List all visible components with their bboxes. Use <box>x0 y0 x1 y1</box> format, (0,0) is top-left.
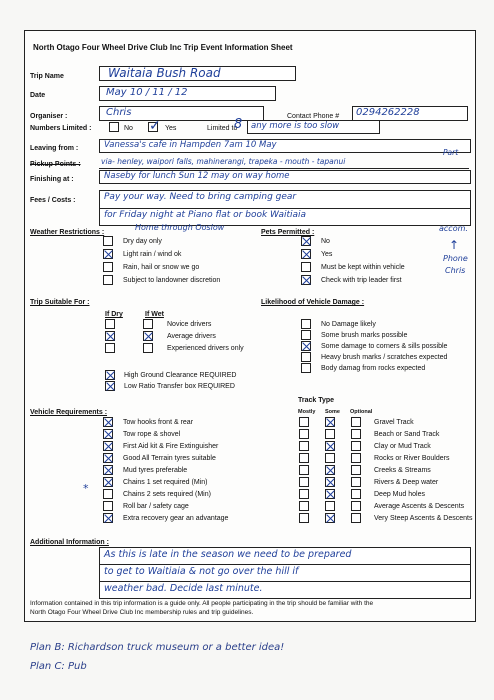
leaving-from-value: Vanessa's cafe in Hampden 7am 10 May <box>104 140 277 150</box>
vehicle-requirement-checkbox[interactable] <box>103 477 113 487</box>
driver-level-checkbox[interactable] <box>143 331 153 341</box>
track-type-checkbox[interactable] <box>325 453 335 463</box>
plan-b-note: Plan B: Richardson truck museum or a better idea! <box>30 642 285 653</box>
pets-permitted-label: Pets Permitted : <box>261 229 315 236</box>
limited-to-label: Limited to <box>207 125 238 132</box>
additional-info-field[interactable] <box>99 547 471 599</box>
vehicle-requirement-label: Mud tyres preferable <box>123 467 188 474</box>
star-mark: * <box>83 482 89 495</box>
phone-note-2: Chris <box>445 266 466 275</box>
vehicle-requirement-label: Roll bar / safety cage <box>123 503 189 510</box>
track-type-checkbox[interactable] <box>325 441 335 451</box>
numbers-no-label: No <box>124 125 133 132</box>
if-wet-header: If Wet <box>145 311 164 318</box>
limited-to-value: 8 <box>234 117 243 132</box>
numbers-yes-label: Yes <box>165 125 177 132</box>
pickup-line <box>99 168 469 169</box>
track-type-checkbox[interactable] <box>299 453 309 463</box>
fees-divider <box>100 208 470 209</box>
driver-level-checkbox[interactable] <box>143 343 153 353</box>
pets-option-label: Check with trip leader first <box>321 277 402 284</box>
track-type-label: Very Steep Ascents & Descents <box>374 515 473 522</box>
footer-line-2: North Otago Four Wheel Drive Club Inc membership rules and trip guidelines. <box>30 609 254 616</box>
clearance-requirement-label: Low Ratio Transfer box REQUIRED <box>124 383 235 390</box>
damage-option-checkbox[interactable] <box>301 352 311 362</box>
track-type-checkbox[interactable] <box>299 465 309 475</box>
weather-option-label: Rain, hail or snow we go <box>123 264 200 271</box>
numbers-limited-label: Numbers Limited : <box>30 125 92 132</box>
additional-divider-1 <box>100 564 470 565</box>
vehicle-requirement-label: Extra recovery gear an advantage <box>123 515 229 522</box>
trip-suitable-label: Trip Suitable For : <box>30 299 90 306</box>
finishing-at-label: Finishing at : <box>30 176 74 183</box>
track-col-some: Some <box>325 409 340 415</box>
track-type-checkbox[interactable] <box>351 465 361 475</box>
vehicle-requirement-checkbox[interactable] <box>103 465 113 475</box>
damage-option-checkbox[interactable] <box>301 330 311 340</box>
vehicle-requirement-checkbox[interactable] <box>103 417 113 427</box>
damage-option-label: Some damage to corners & sills possible <box>321 343 448 350</box>
home-route-note: Home through Ooslow <box>135 223 225 232</box>
track-col-mostly: Mostly <box>298 409 316 415</box>
track-type-checkbox[interactable] <box>325 417 335 427</box>
driver-level-label: Average drivers <box>167 333 216 340</box>
track-type-checkbox[interactable] <box>325 429 335 439</box>
track-type-label: Creeks & Streams <box>374 467 431 474</box>
date-field[interactable] <box>99 86 276 101</box>
track-type-checkbox[interactable] <box>299 429 309 439</box>
pickup-points-label: Pickup Points : <box>30 161 81 168</box>
track-type-label: Rocks or River Boulders <box>374 455 450 462</box>
weather-option-checkbox[interactable] <box>103 262 113 272</box>
track-type-checkbox[interactable] <box>299 477 309 487</box>
vehicle-damage-label: Likelihood of Vehicle Damage : <box>261 299 365 306</box>
track-type-checkbox[interactable] <box>351 501 361 511</box>
track-type-checkbox[interactable] <box>351 429 361 439</box>
finishing-at-value: Naseby for lunch Sun 12 may on way home <box>104 171 290 181</box>
fees-costs-label: Fees / Costs : <box>30 197 76 204</box>
track-type-checkbox[interactable] <box>299 417 309 427</box>
vehicle-requirement-label: Good All Terrain tyres suitable <box>123 455 216 462</box>
track-col-optional: Optional <box>350 409 373 415</box>
contact-phone-field[interactable] <box>352 106 468 121</box>
arrow-up-icon: ↑ <box>449 238 460 252</box>
vehicle-requirement-label: Tow rope & shovel <box>123 431 181 438</box>
trip-sheet-form <box>24 30 476 622</box>
additional-line-1: As this is late in the season we need to be prepared <box>104 549 352 560</box>
organiser-value: Chris <box>106 107 132 118</box>
limited-note-value: any more is too slow <box>251 121 340 131</box>
vehicle-requirement-checkbox[interactable] <box>103 441 113 451</box>
driver-level-checkbox[interactable] <box>105 343 115 353</box>
track-type-label: Beach or Sand Track <box>374 431 440 438</box>
vehicle-requirement-label: First Aid kit & Fire Extinguisher <box>123 443 219 450</box>
vehicle-requirement-checkbox[interactable] <box>103 489 113 499</box>
leaving-from-field[interactable] <box>99 139 471 153</box>
fees-costs-line-2: for Friday night at Piano flat or book Waitiaia <box>104 210 307 220</box>
phone-note-1: Phone <box>443 254 468 263</box>
weather-option-label: Dry day only <box>123 238 162 245</box>
damage-option-checkbox[interactable] <box>301 363 311 373</box>
limited-note-field[interactable] <box>247 120 380 134</box>
vehicle-requirement-checkbox[interactable] <box>103 429 113 439</box>
driver-level-label: Novice drivers <box>167 321 212 328</box>
additional-line-2: to get to Waitiaia & not go over the hill if <box>104 566 299 577</box>
damage-option-checkbox[interactable] <box>301 341 311 351</box>
vehicle-requirement-label: Tow hooks front & rear <box>123 419 194 426</box>
track-type-label: Track Type <box>298 397 335 404</box>
plan-c-note: Plan C: Pub <box>30 661 87 672</box>
damage-option-checkbox[interactable] <box>301 319 311 329</box>
pets-option-label: Yes <box>321 251 333 258</box>
numbers-yes-checkbox[interactable] <box>148 122 158 132</box>
driver-level-checkbox[interactable] <box>105 319 115 329</box>
pets-option-checkbox[interactable] <box>301 262 311 272</box>
track-type-checkbox[interactable] <box>299 489 309 499</box>
pets-option-checkbox[interactable] <box>301 236 311 246</box>
clearance-requirement-label: High Ground Clearance REQUIRED <box>124 372 237 379</box>
track-type-checkbox[interactable] <box>351 417 361 427</box>
contact-phone-label: Contact Phone # <box>287 113 340 120</box>
damage-option-label: Body damag from rocks expected <box>321 365 426 372</box>
finishing-at-field[interactable] <box>99 170 471 184</box>
pickup-points-value[interactable]: via- henley, waipori falls, mahinerangi, trapeka - mouth - tapanui <box>101 157 346 166</box>
track-type-checkbox[interactable] <box>299 501 309 511</box>
organiser-label: Organiser : <box>30 113 68 120</box>
pets-option-label: No <box>321 238 330 245</box>
additional-info-label: Additional Information : <box>30 539 109 546</box>
weather-option-label: Subject to landowner discretion <box>123 277 221 284</box>
date-value: May 10 / 11 / 12 <box>106 87 188 98</box>
date-label: Date <box>30 92 46 99</box>
track-type-checkbox[interactable] <box>299 441 309 451</box>
vehicle-requirement-checkbox[interactable] <box>103 513 113 523</box>
track-type-checkbox[interactable] <box>325 477 335 487</box>
track-type-checkbox[interactable] <box>351 453 361 463</box>
weather-option-label: Light rain / wind ok <box>123 251 182 258</box>
contact-phone-value: 0294262228 <box>356 107 420 118</box>
track-type-label: Clay or Mud Track <box>374 443 431 450</box>
track-type-label: Rivers & Deep water <box>374 479 439 486</box>
fees-costs-line-1: Pay your way. Need to bring camping gear <box>104 192 297 202</box>
pets-option-label: Must be kept within vehicle <box>321 264 405 271</box>
vehicle-requirement-checkbox[interactable] <box>103 501 113 511</box>
additional-line-3: weather bad. Decide last minute. <box>104 583 263 594</box>
vehicle-requirement-label: Chains 1 set required (Min) <box>123 479 208 486</box>
weather-option-checkbox[interactable] <box>103 275 113 285</box>
weather-option-checkbox[interactable] <box>103 249 113 259</box>
track-type-checkbox[interactable] <box>351 513 361 523</box>
leaving-from-label: Leaving from : <box>30 145 79 152</box>
vehicle-requirement-checkbox[interactable] <box>103 453 113 463</box>
pets-option-checkbox[interactable] <box>301 249 311 259</box>
track-type-checkbox[interactable] <box>299 513 309 523</box>
trip-name-label: Trip Name <box>30 73 64 80</box>
weather-restrictions-label: Weather Restrictions : <box>30 229 105 236</box>
fees-note: accom. <box>439 224 468 233</box>
track-type-checkbox[interactable] <box>351 489 361 499</box>
sheet-title: North Otago Four Wheel Drive Club Inc Trip Event Information Sheet <box>33 43 293 52</box>
trip-name-value: Waitaia Bush Road <box>108 66 221 80</box>
clearance-requirement-checkbox[interactable] <box>105 370 115 380</box>
driver-level-checkbox[interactable] <box>105 331 115 341</box>
damage-option-label: Some brush marks possible <box>321 332 408 339</box>
damage-option-label: No Damage likely <box>321 321 376 328</box>
footer-line-1: Information contained in this trip information is a guide only. All people participating in the trip should be familiar with the <box>30 600 374 607</box>
driver-level-label: Experienced drivers only <box>167 345 244 352</box>
track-type-label: Deep Mud holes <box>374 491 425 498</box>
numbers-no-checkbox[interactable] <box>109 122 119 132</box>
trip-name-field[interactable] <box>99 66 296 81</box>
if-dry-header: If Dry <box>105 311 123 318</box>
driver-level-checkbox[interactable] <box>143 319 153 329</box>
track-type-label: Average Ascents & Descents <box>374 503 465 510</box>
damage-option-label: Heavy brush marks / scratches expected <box>321 354 448 361</box>
track-type-checkbox[interactable] <box>351 441 361 451</box>
track-type-label: Gravel Track <box>374 419 414 426</box>
track-type-checkbox[interactable] <box>325 465 335 475</box>
track-type-checkbox[interactable] <box>325 489 335 499</box>
vehicle-requirements-label: Vehicle Requirements : <box>30 409 108 416</box>
vehicle-requirement-label: Chains 2 sets required (Min) <box>123 491 211 498</box>
pickup-note: Part <box>443 148 459 157</box>
track-type-checkbox[interactable] <box>325 501 335 511</box>
clearance-requirement-checkbox[interactable] <box>105 381 115 391</box>
weather-option-checkbox[interactable] <box>103 236 113 246</box>
track-type-checkbox[interactable] <box>325 513 335 523</box>
pets-option-checkbox[interactable] <box>301 275 311 285</box>
fees-costs-field[interactable] <box>99 190 471 226</box>
additional-divider-2 <box>100 581 470 582</box>
track-type-checkbox[interactable] <box>351 477 361 487</box>
